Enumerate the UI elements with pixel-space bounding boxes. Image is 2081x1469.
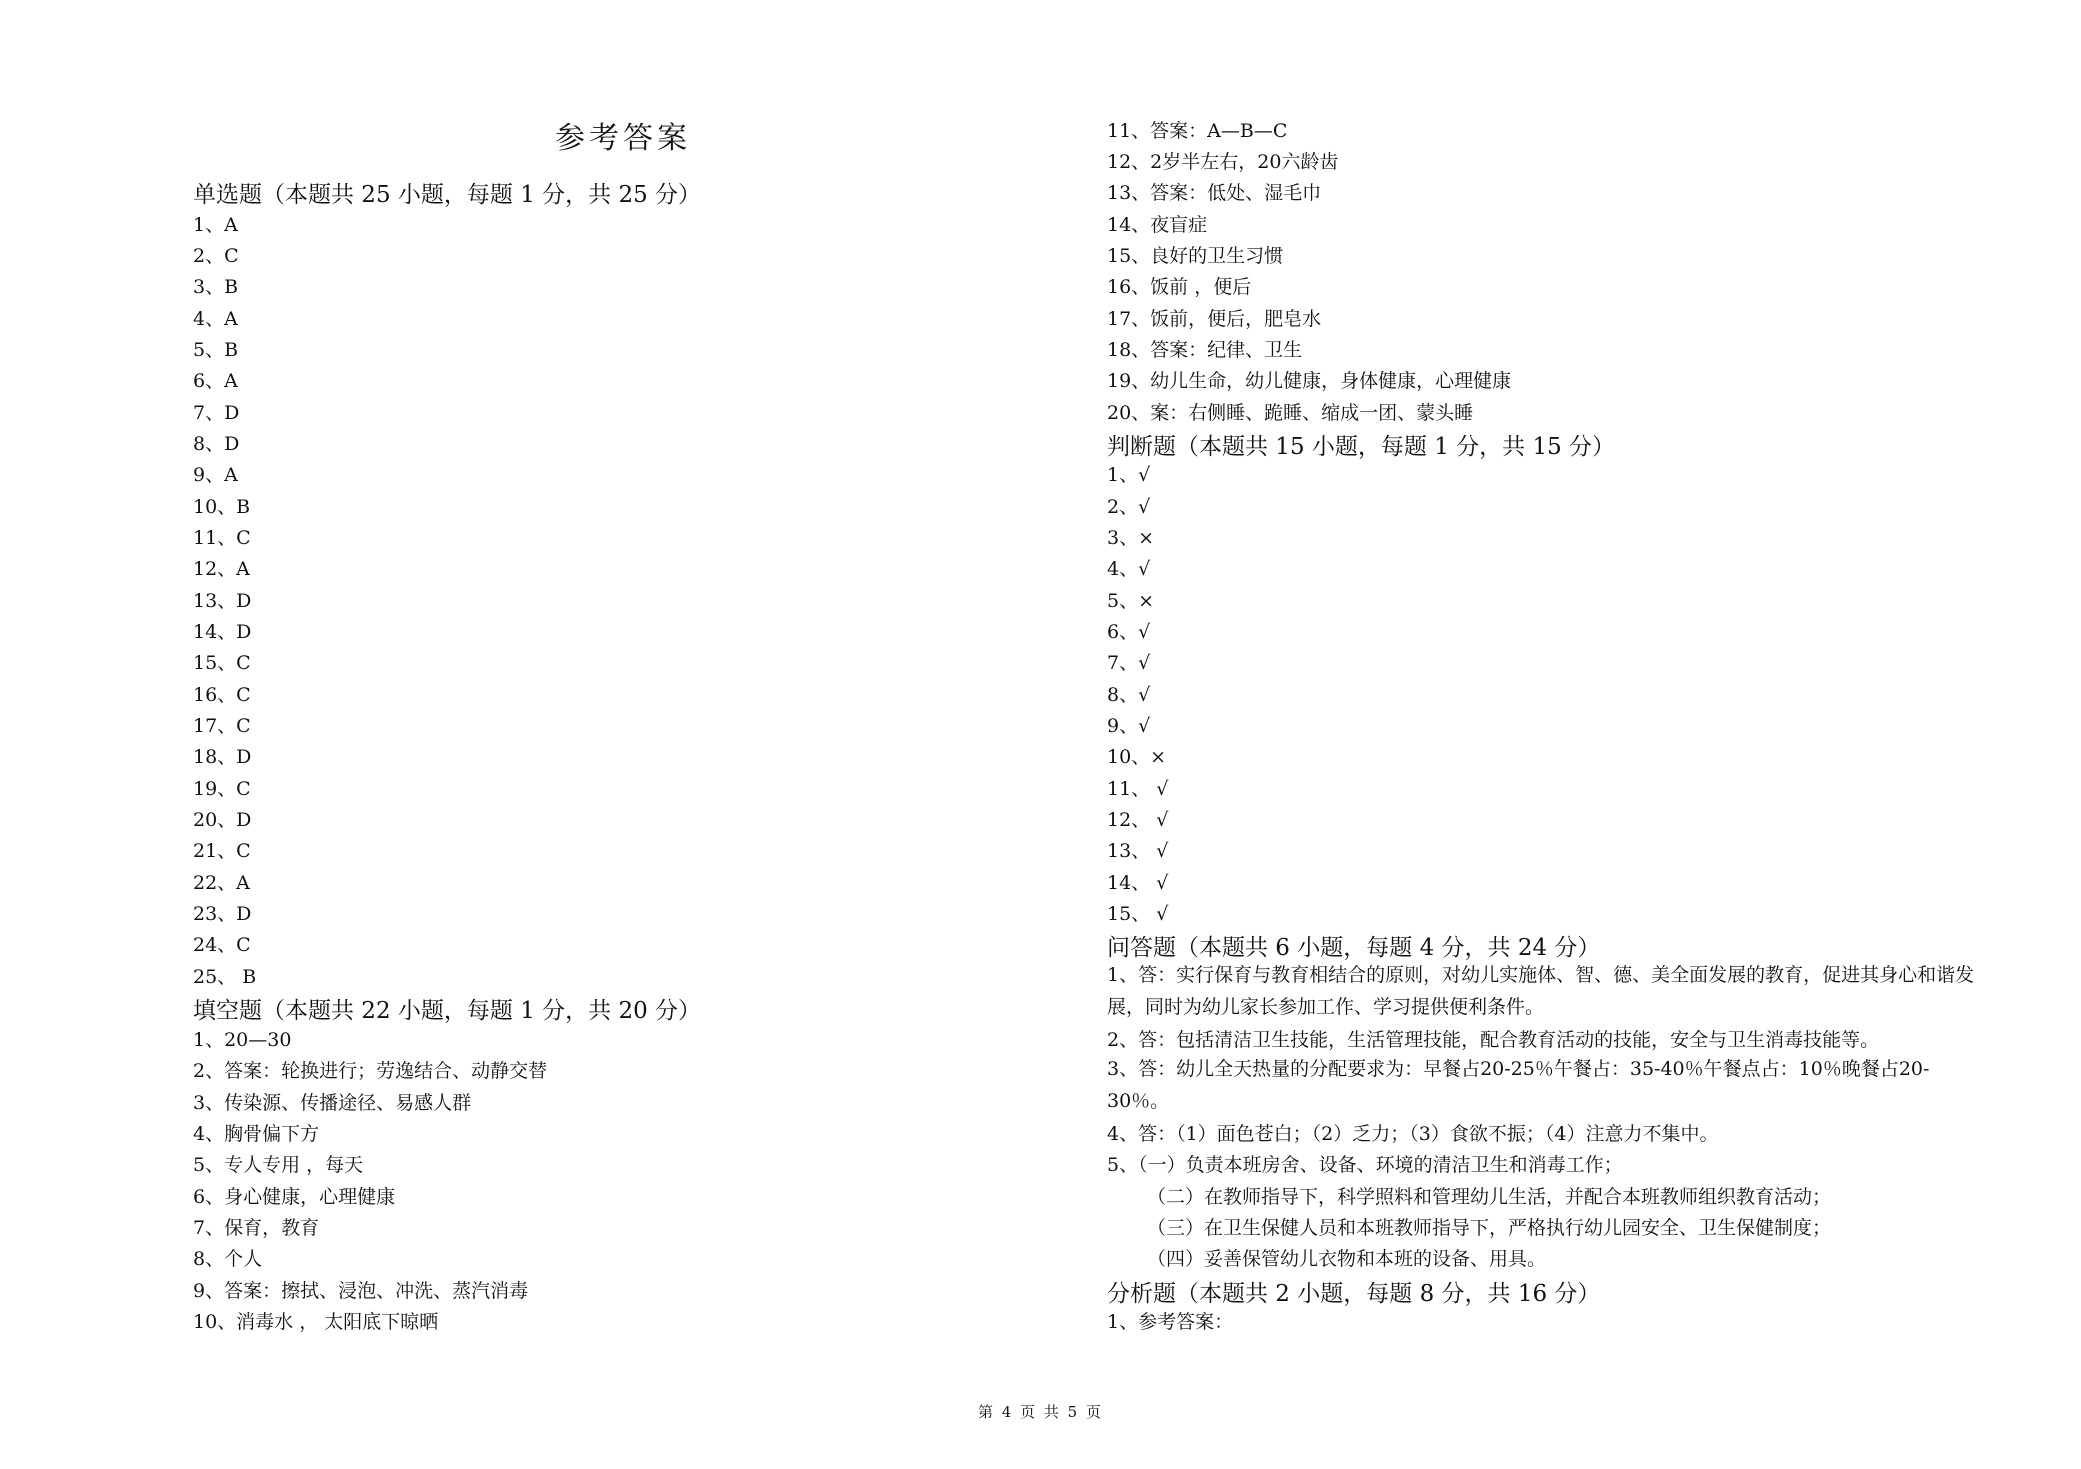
answer-line: 1、20—30 [193, 1029, 292, 1051]
answer-paragraph: 3、答：幼儿全天热量的分配要求为：早餐占20-25％午餐占：35-40％午餐点占：10％晚餐占20-30％。 [1107, 1058, 1930, 1112]
answer-line: 11、答案：A—B—C [1107, 120, 1288, 142]
answer-line: 1、A [193, 214, 238, 236]
answer-line: 8、√ [1107, 684, 1151, 706]
answer-line: 7、√ [1107, 652, 1151, 674]
page-title: 参考答案 [555, 121, 691, 156]
answer-line: 14、夜盲症 [1107, 214, 1208, 236]
answer-line: 8、D [193, 433, 240, 455]
answer-line: 12、2岁半左右，20六龄齿 [1107, 151, 1339, 173]
answer-line: 25、 B [193, 966, 257, 988]
answer-line: 6、√ [1107, 621, 1151, 643]
answer-line: 13、D [193, 590, 252, 612]
answer-line: 3、× [1107, 527, 1155, 549]
page-footer: 第 4 页 共 5 页 [978, 1403, 1103, 1421]
answer-line: 9、√ [1107, 715, 1151, 737]
section-heading-true-false: 判断题（本题共 15 小题，每题 1 分，共 15 分） [1107, 434, 1616, 460]
answer-line: 2、答案：轮换进行；劳逸结合、动静交替 [193, 1060, 548, 1082]
answer-line: 5、（一）负责本班房舍、设备、环境的清洁卫生和消毒工作； [1107, 1154, 1623, 1176]
answer-line: 3、B [193, 276, 239, 298]
answer-line: 7、D [193, 402, 240, 424]
answer-line: 2、答：包括清洁卫生技能，生活管理技能，配合教育活动的技能，安全与卫生消毒技能等。 [1107, 1029, 1880, 1051]
answer-line: 9、A [193, 464, 238, 486]
answer-line: 20、案：右侧睡、跪睡、缩成一团、蒙头睡 [1107, 402, 1474, 424]
answer-line: 23、D [193, 903, 252, 925]
section-heading-fill-in: 填空题（本题共 22 小题，每题 1 分，共 20 分） [193, 998, 702, 1024]
answer-line: 2、C [193, 245, 239, 267]
answer-line-indented: （四）妥善保管幼儿衣物和本班的设备、用具。 [1147, 1248, 1547, 1270]
answer-line: 16、饭前 ，便后 [1107, 276, 1252, 298]
answer-line: 17、饭前，便后，肥皂水 [1107, 308, 1322, 330]
answer-line: 22、A [193, 872, 250, 894]
answer-line: 6、A [193, 370, 238, 392]
answer-line: 10、B [193, 496, 251, 518]
answer-line: 15、良好的卫生习惯 [1107, 245, 1284, 267]
answer-line: 8、个人 [193, 1248, 263, 1270]
answer-line: 4、胸骨偏下方 [193, 1123, 320, 1145]
answer-line: 17、C [193, 715, 251, 737]
answer-paragraph: 1、答：实行保育与教育相结合的原则，对幼儿实施体、智、德、美全面发展的教育，促进其身心和谐发展，同时为幼儿家长参加工作、学习提供便利条件。 [1107, 964, 1975, 1018]
answer-line: 12、A [193, 558, 250, 580]
answer-line: 7、保育，教育 [193, 1217, 320, 1239]
answer-line: 15、 √ [1107, 903, 1169, 925]
answer-line: 11、 √ [1107, 778, 1169, 800]
answer-line: 19、C [193, 778, 251, 800]
answer-line: 20、D [193, 809, 252, 831]
answer-line: 16、C [193, 684, 251, 706]
answer-line: 18、答案：纪律、卫生 [1107, 339, 1303, 361]
answer-line: 4、答：（1）面色苍白；（2）乏力；（3）食欲不振；（4）注意力不集中。 [1107, 1123, 1719, 1145]
answer-line: 4、A [193, 308, 238, 330]
answer-line: 14、 √ [1107, 872, 1169, 894]
answer-line: 5、B [193, 339, 239, 361]
answer-line: 19、幼儿生命，幼儿健康，身体健康，心理健康 [1107, 370, 1512, 392]
answer-line: 13、答案：低处、湿毛巾 [1107, 182, 1322, 204]
section-heading-analysis: 分析题（本题共 2 小题，每题 8 分，共 16 分） [1107, 1281, 1601, 1307]
answer-line: 10、消毒水 ， 太阳底下晾晒 [193, 1311, 439, 1333]
answer-line: 13、 √ [1107, 840, 1169, 862]
answer-line: 24、C [193, 934, 251, 956]
answer-line: 1、参考答案： [1107, 1311, 1234, 1333]
answer-line: 21、C [193, 840, 251, 862]
answer-line: 4、√ [1107, 558, 1151, 580]
answer-line-indented: （三）在卫生保健人员和本班教师指导下，严格执行幼儿园安全、卫生保健制度； [1147, 1217, 1832, 1239]
answer-line: 12、 √ [1107, 809, 1169, 831]
answer-line: 15、C [193, 652, 251, 674]
section-heading-short-answer: 问答题（本题共 6 小题，每题 4 分，共 24 分） [1107, 935, 1601, 961]
answer-line: 2、√ [1107, 496, 1151, 518]
answer-line: 10、× [1107, 746, 1167, 768]
answer-line: 5、× [1107, 590, 1155, 612]
answer-line: 6、身心健康，心理健康 [193, 1186, 396, 1208]
answer-line: 14、D [193, 621, 252, 643]
answer-line: 3、传染源、传播途径、易感人群 [193, 1092, 472, 1114]
answer-line-indented: （二）在教师指导下，科学照料和管理幼儿生活，并配合本班教师组织教育活动； [1147, 1186, 1832, 1208]
answer-line: 9、答案：擦拭、浸泡、冲洗、蒸汽消毒 [193, 1280, 529, 1302]
answer-line: 5、专人专用 ，每天 [193, 1154, 364, 1176]
answer-line: 1、√ [1107, 464, 1151, 486]
answer-line: 18、D [193, 746, 252, 768]
section-heading-single-choice: 单选题（本题共 25 小题，每题 1 分，共 25 分） [193, 182, 702, 208]
answer-line: 11、C [193, 527, 251, 549]
